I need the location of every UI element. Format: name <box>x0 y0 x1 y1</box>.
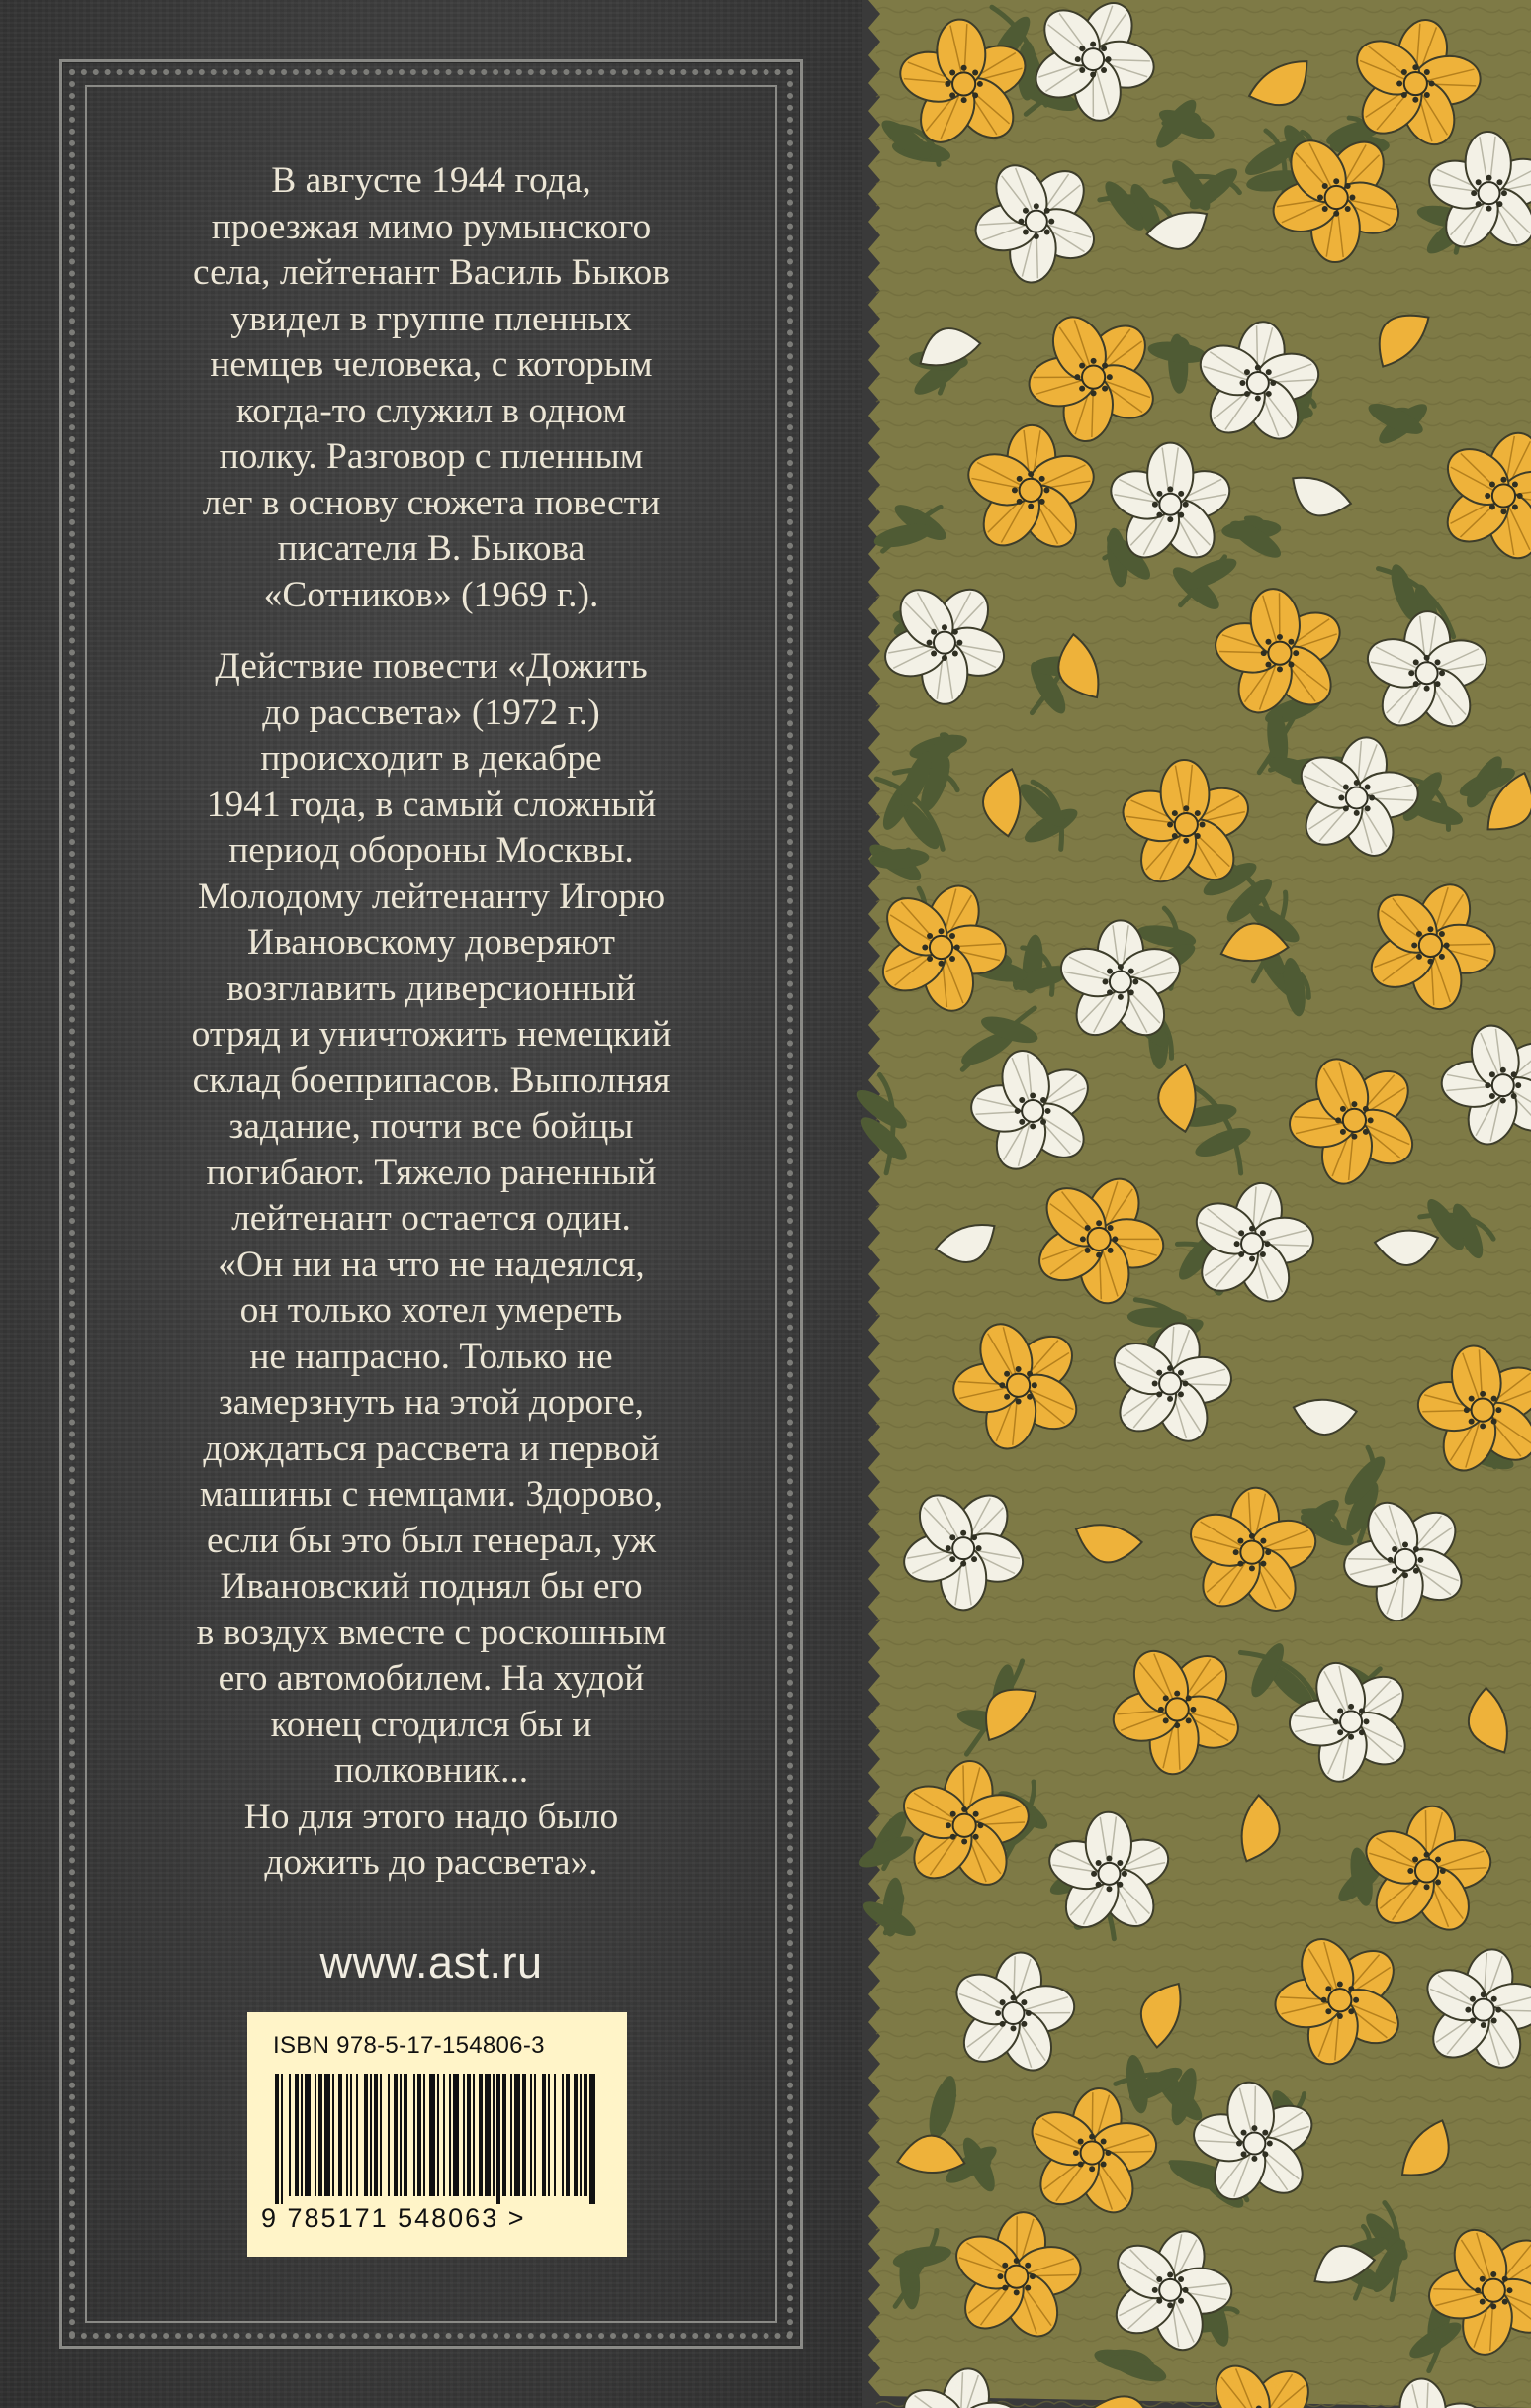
barcode-bar <box>522 2074 526 2196</box>
barcode-bar <box>417 2074 421 2196</box>
barcode-bar <box>388 2074 390 2196</box>
barcode-bar <box>374 2074 378 2196</box>
blurb-line: происходит в декабре <box>260 738 602 779</box>
barcode-bar <box>400 2074 402 2196</box>
isbn-label: ISBN 978-5-17-154806-3 <box>273 2032 545 2059</box>
paragraph-gap <box>119 618 744 644</box>
blurb-line: до рассвета» (1972 г.) <box>262 692 600 733</box>
blurb-line: отряд и уничтожить немецкий <box>191 1014 672 1055</box>
blurb-line: его автомобилем. На худой <box>218 1658 645 1699</box>
barcode-bar <box>467 2074 471 2196</box>
blurb-line: Молодому лейтенанту Игорю <box>197 876 666 917</box>
barcode-bar <box>443 2074 445 2196</box>
blurb-line: «Сотников» (1969 г.). <box>263 574 599 615</box>
barcode-bar <box>364 2074 368 2196</box>
barcode-bar <box>449 2074 451 2196</box>
barcode-bar <box>429 2074 435 2196</box>
barcode-bar <box>496 2074 500 2204</box>
floral-pattern-panel <box>847 0 1531 2408</box>
barcode-bar <box>453 2074 459 2196</box>
blurb-line: если бы это был генерал, уж <box>206 1520 657 1561</box>
barcode-bar <box>479 2074 483 2196</box>
blurb-line: полковник... <box>333 1750 529 1791</box>
book-blurb <box>119 158 744 1887</box>
blurb-line: проезжая мимо румынского <box>211 206 652 247</box>
blurb-line: Но для этого надо было <box>243 1796 619 1837</box>
blurb-line: увидел в группе пленных <box>230 298 632 339</box>
barcode-bar <box>580 2074 582 2196</box>
barcode-bar <box>318 2074 322 2196</box>
blurb-line: полку. Разговор с пленным <box>219 436 644 477</box>
barcode-bar <box>289 2074 291 2196</box>
barcode-bar <box>404 2074 407 2196</box>
blurb-line: погибают. Тяжело раненный <box>206 1152 657 1193</box>
blurb-line: задание, почти все бойцы <box>228 1106 634 1147</box>
barcode-bar <box>584 2074 587 2196</box>
blurb-line: 1941 года, в самый сложный <box>206 784 657 825</box>
barcode-bar <box>493 2074 495 2196</box>
blurb-line: Действие повести «Дожить <box>215 646 648 687</box>
isbn-barcode-box <box>247 2012 627 2257</box>
barcode-bar <box>380 2074 382 2196</box>
barcode-bar <box>305 2074 311 2196</box>
barcode-bar <box>437 2074 439 2196</box>
blurb-line: Ивановскому доверяют <box>247 922 615 963</box>
barcode-bar <box>574 2074 578 2196</box>
barcode-bar <box>562 2074 564 2196</box>
barcode-bar <box>394 2074 398 2196</box>
barcode-bar <box>356 2074 358 2196</box>
blurb-line: возглавить диверсионный <box>226 968 636 1009</box>
barcode-bar <box>463 2074 465 2196</box>
blurb-line: не напрасно. Только не <box>249 1336 613 1377</box>
publisher-url[interactable]: www.ast.ru <box>319 1937 543 1988</box>
blurb-line: дожить до рассвета». <box>264 1842 598 1883</box>
barcode-bar <box>295 2074 299 2196</box>
blurb-line: писателя В. Быкова <box>277 528 585 569</box>
blurb-line: в воздух вместе с роскошным <box>196 1612 667 1653</box>
blurb-line: «Он ни на что не надеялся, <box>218 1244 645 1285</box>
blurb-paragraph-2 <box>119 644 744 1887</box>
blurb-line: конец сгодился бы и <box>270 1704 592 1745</box>
barcode-bar <box>346 2074 348 2196</box>
barcode-bar <box>510 2074 512 2196</box>
blurb-line: когда-то служил в одном <box>235 390 627 431</box>
barcode-bar <box>275 2074 279 2204</box>
barcode-bar <box>548 2074 550 2196</box>
blurb-line: замерзнуть на этой дороге, <box>218 1382 645 1423</box>
barcode-bar <box>413 2074 415 2196</box>
blurb-line: лейтенант остается один. <box>231 1198 631 1239</box>
blurb-line: немцев человека, с которым <box>210 344 653 385</box>
barcode-digits: 9 785171 548063 > <box>261 2203 526 2233</box>
blurb-line: период обороны Москвы. <box>228 830 634 871</box>
barcode-bar <box>350 2074 352 2196</box>
blurb-paragraph-1 <box>119 158 744 618</box>
blurb-line: машины с немцами. Здорово, <box>199 1474 664 1515</box>
barcode-bar <box>332 2074 334 2196</box>
barcode-bar <box>542 2074 546 2196</box>
barcode-bar <box>485 2074 491 2196</box>
barcode-bar <box>534 2074 536 2196</box>
blurb-line: склад боеприпасов. Выполняя <box>192 1060 671 1101</box>
barcode-bar <box>502 2074 506 2196</box>
blurb-line: дождаться рассвета и первой <box>203 1428 660 1469</box>
barcode-bar <box>301 2074 303 2196</box>
barcode-bar <box>566 2074 570 2196</box>
barcode-bar <box>338 2074 342 2196</box>
barcode-bar <box>315 2074 316 2196</box>
blurb-line: В августе 1944 года, <box>271 160 591 201</box>
blurb-line: он только хотел умереть <box>239 1290 623 1331</box>
barcode-bar <box>514 2074 520 2196</box>
blurb-line: лег в основу сюжета повести <box>202 482 661 523</box>
barcode-bar <box>589 2074 595 2204</box>
barcode-bar <box>423 2074 425 2196</box>
barcode-bar <box>281 2074 283 2204</box>
blurb-line: Ивановский поднял бы его <box>220 1566 643 1607</box>
barcode-bar <box>370 2074 372 2196</box>
barcode-bar <box>554 2074 556 2196</box>
blurb-line: села, лейтенант Василь Быков <box>193 252 670 293</box>
barcode-bar <box>324 2074 330 2196</box>
barcode-bar <box>473 2074 475 2196</box>
barcode-bar <box>530 2074 532 2196</box>
